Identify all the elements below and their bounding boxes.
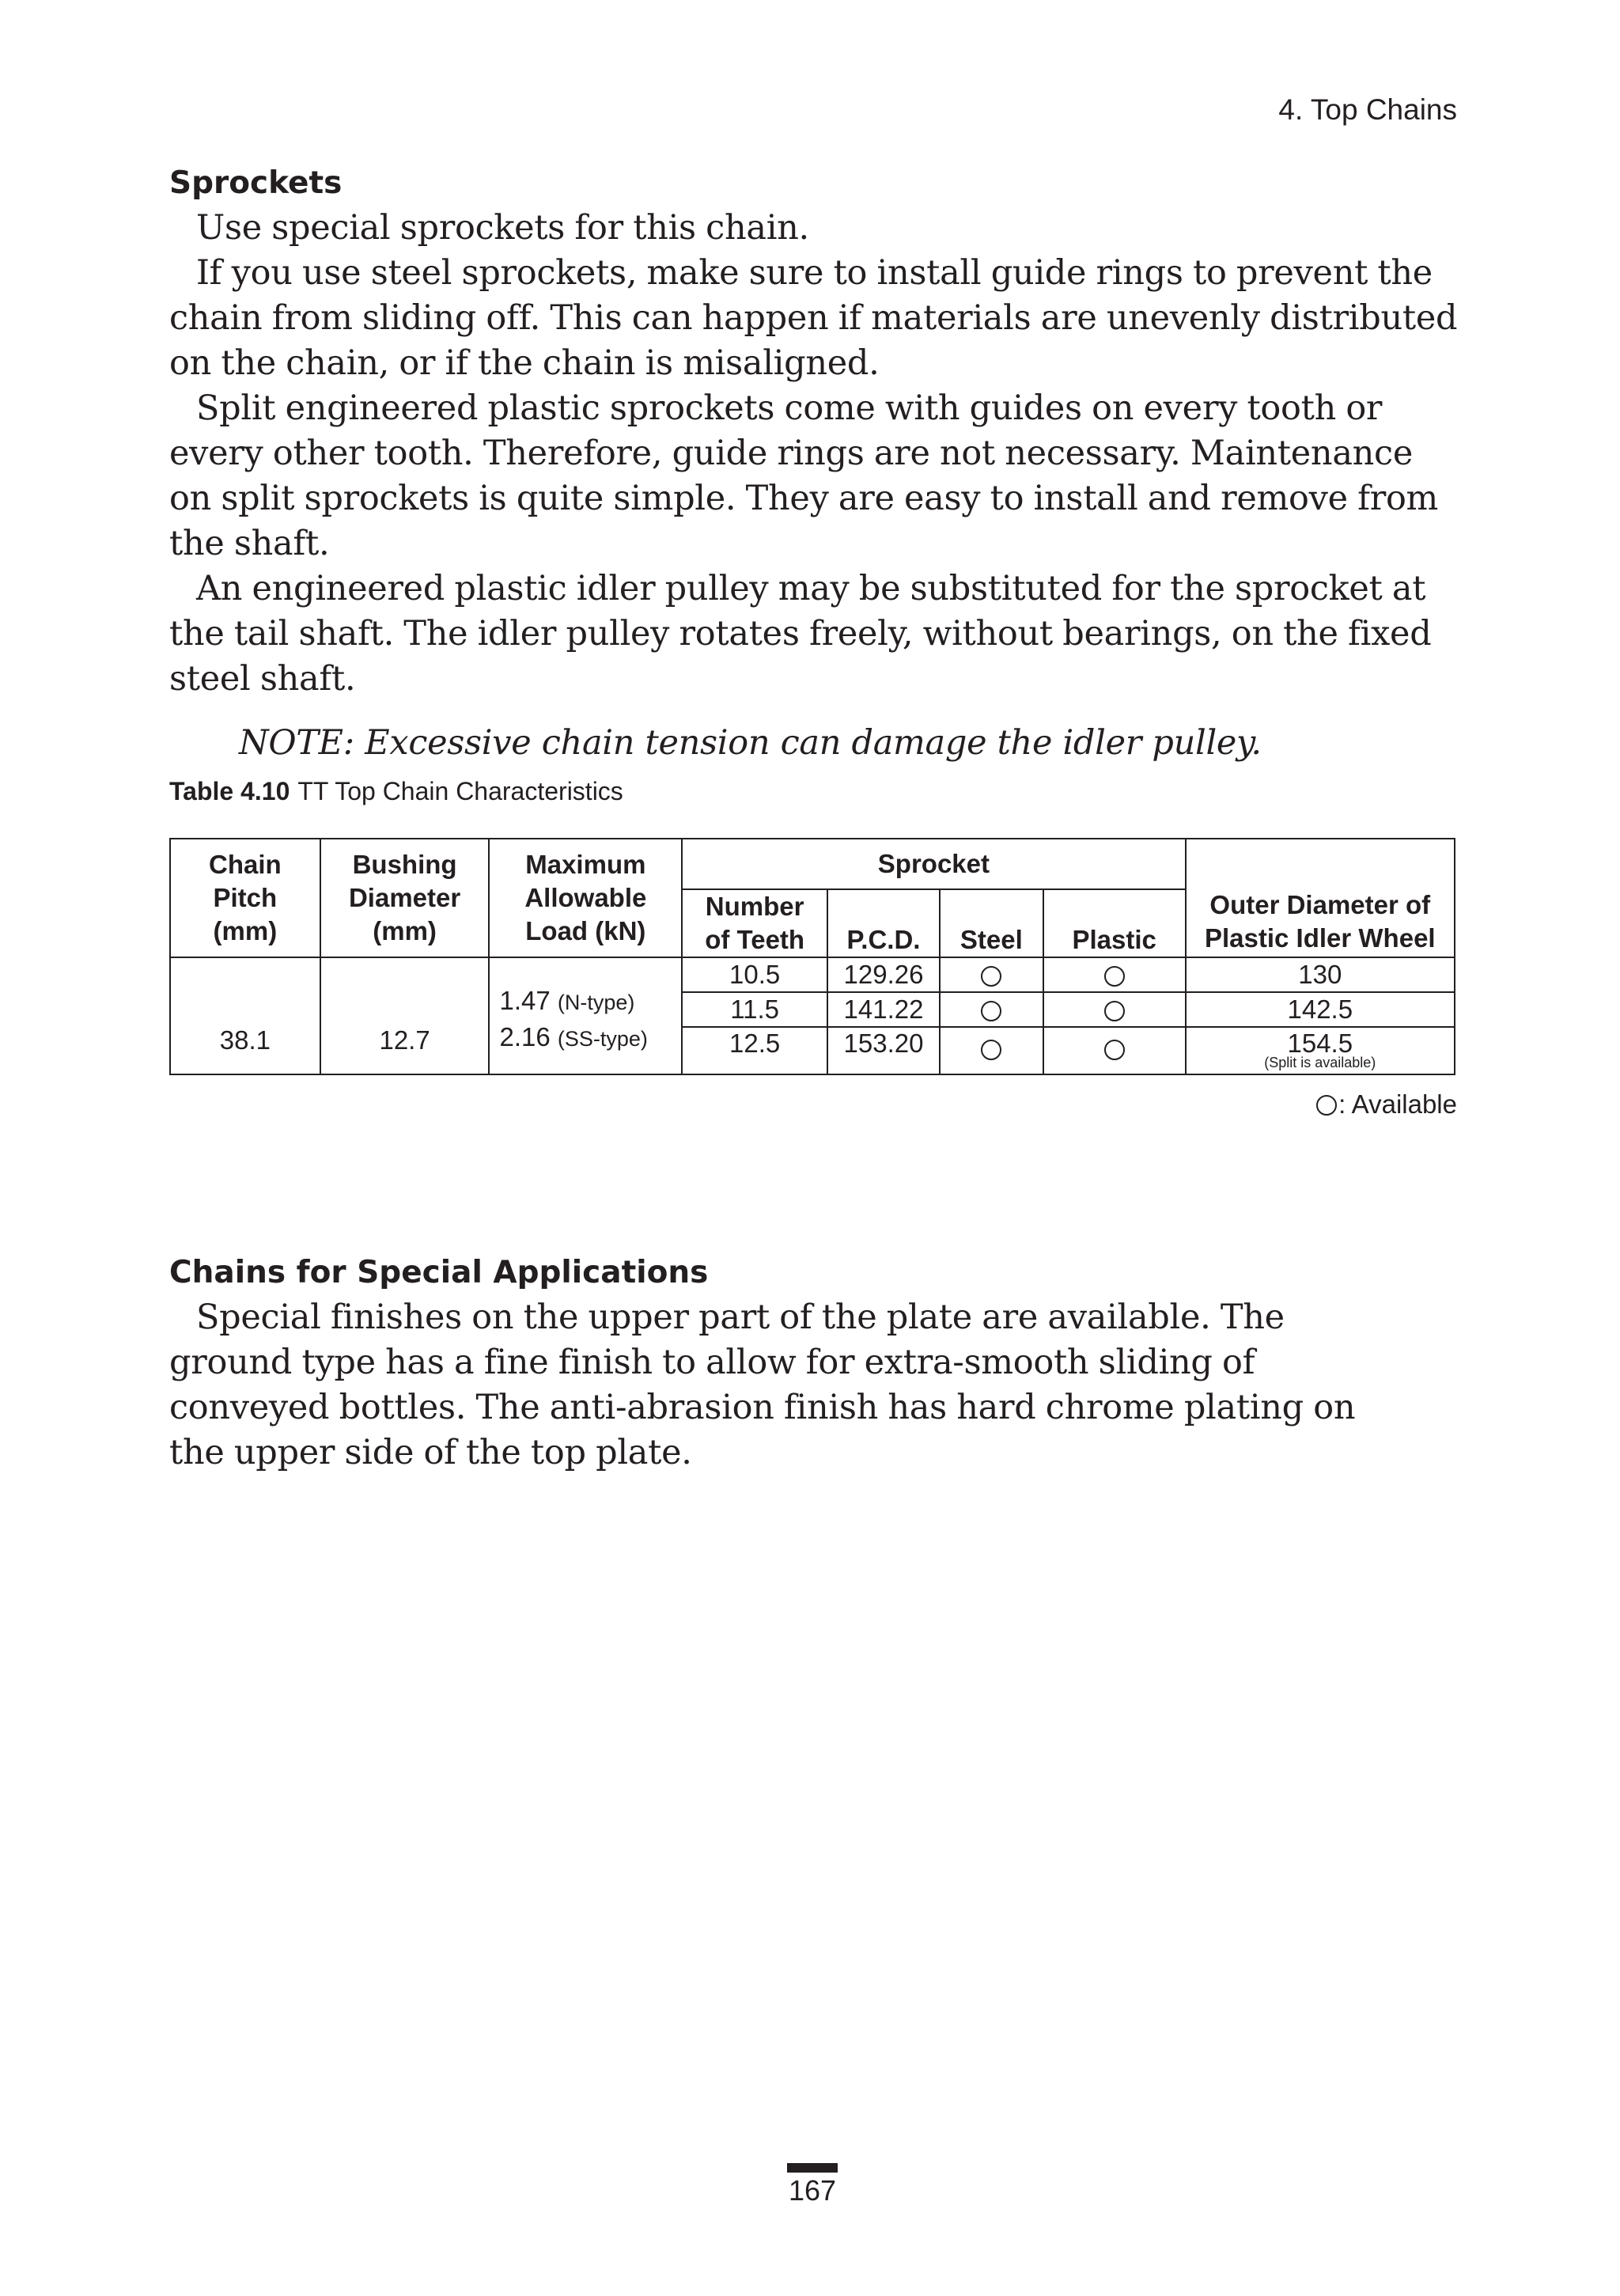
cell-pcd: 129.26 [827, 957, 940, 992]
available-circle-icon [1104, 1001, 1125, 1021]
page-number-bar [787, 2163, 838, 2173]
cell-teeth: 12.5 [682, 1027, 827, 1074]
header-sprocket: Sprocket [682, 839, 1185, 889]
header-plastic: Plastic [1043, 889, 1186, 957]
cell-plastic [1043, 992, 1186, 1027]
cell-outer-diameter: 130 [1186, 957, 1455, 992]
load-ss-value: 2.16 [499, 1022, 551, 1051]
legend-text: : Available [1338, 1089, 1457, 1119]
table-title: TT Top Chain Characteristics [297, 777, 623, 805]
table-caption [169, 777, 623, 806]
paragraph: Special finishes on the upper part of the plate are available. The ground type has a fine finish to allow for extra-smooth sliding of conveyed bottles. The anti-abrasion finish has hard chrome plating on the upper side of the top plate. [169, 1298, 1356, 1472]
special-applications-section [169, 1251, 1459, 1476]
section-title-special-applications: Chains for Special Applications [169, 1255, 709, 1290]
outer-diameter-value: 154.5 [1287, 1029, 1353, 1058]
paragraph: If you use steel sprockets, make sure to install guide rings to prevent the chain from sliding off. This can happen if materials are unevenly distributed on the chain, or if the chain is misaligned. [169, 253, 1458, 383]
paragraph: An engineered plastic idler pulley may be substituted for the sprocket at the tail shaft. The idler pulley rotates freely, without bearings, on the fixed steel shaft. [169, 569, 1432, 699]
header-steel: Steel [940, 889, 1043, 957]
available-circle-icon [1104, 1040, 1125, 1060]
cell-plastic [1043, 957, 1186, 992]
header-max-load: Maximum Allowable Load (kN) [489, 839, 682, 957]
load-n-type: (N-type) [557, 991, 635, 1014]
header-number-of-teeth: Number of Teeth [682, 889, 827, 957]
table-legend [1316, 1089, 1457, 1120]
cell-max-load [489, 957, 682, 1074]
cell-plastic [1043, 1027, 1186, 1074]
note-text: NOTE: Excessive chain tension can damage the idler pulley. [239, 723, 1262, 763]
available-circle-icon [981, 966, 1001, 987]
table-number: Table 4.10 [169, 777, 290, 805]
chain-characteristics-table [169, 838, 1455, 1075]
available-circle-icon [1104, 966, 1125, 987]
header-pcd: P.C.D. [827, 889, 940, 957]
header-outer-diameter: Outer Diameter of Plastic Idler Wheel [1186, 839, 1455, 957]
available-circle-icon [1316, 1095, 1337, 1116]
split-available-note: (Split is available) [1264, 1055, 1376, 1070]
available-circle-icon [981, 1040, 1001, 1060]
paragraph: Use special sprockets for this chain. [196, 208, 809, 248]
section-title-sprockets: Sprockets [169, 165, 343, 201]
cell-steel [940, 1027, 1043, 1074]
cell-teeth: 10.5 [682, 957, 827, 992]
cell-steel [940, 957, 1043, 992]
available-circle-icon [981, 1001, 1001, 1021]
paragraph: Split engineered plastic sprockets come with guides on every tooth or every other tooth. Therefore, guide rings are not necessary. Maintenance on split sprockets is quite simple. They are easy to install and remove from the shaft. [169, 388, 1439, 563]
load-n-value: 1.47 [499, 986, 551, 1015]
header-chain-pitch: Chain Pitch (mm) [170, 839, 320, 957]
cell-bushing-diameter: 12.7 [320, 957, 490, 1074]
cell-chain-pitch: 38.1 [170, 957, 320, 1074]
cell-pcd: 141.22 [827, 992, 940, 1027]
running-header: 4. Top Chains [1278, 93, 1457, 126]
table-row [170, 957, 1455, 992]
cell-pcd: 153.20 [827, 1027, 940, 1074]
page-number: 167 [788, 2174, 837, 2207]
cell-outer-diameter [1186, 1027, 1455, 1074]
sprockets-section [169, 161, 1459, 766]
cell-outer-diameter: 142.5 [1186, 992, 1455, 1027]
load-ss-type: (SS-type) [557, 1027, 648, 1051]
header-bushing-diameter: Bushing Diameter (mm) [320, 839, 490, 957]
cell-steel [940, 992, 1043, 1027]
cell-teeth: 11.5 [682, 992, 827, 1027]
